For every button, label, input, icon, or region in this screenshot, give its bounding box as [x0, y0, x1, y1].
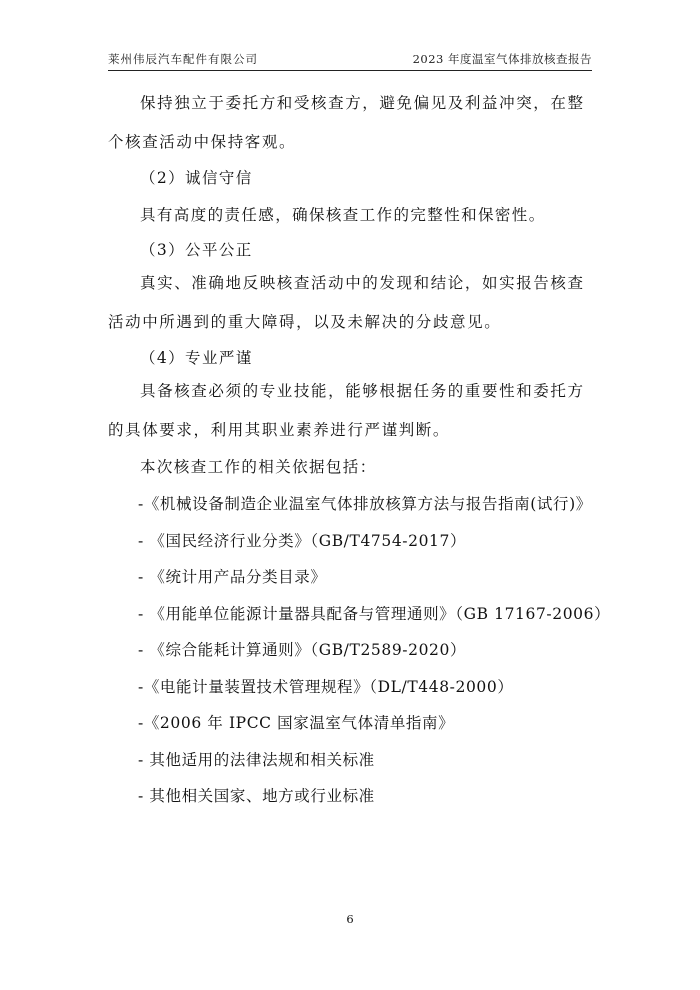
list-item: -《机械设备制造企业温室气体排放核算方法与报告指南(试行)》: [138, 495, 592, 513]
page-number: 6: [346, 912, 354, 926]
list-item: - 《用能单位能源计量器具配备与管理通则》（GB 17167-2006）: [138, 605, 611, 623]
header-report-title: 2023 年度温室气体排放核查报告: [412, 52, 592, 66]
list-item: - 《国民经济行业分类》（GB/T4754-2017）: [138, 532, 467, 550]
list-item: -《电能计量装置技术管理规程》（DL/T448-2000）: [138, 678, 514, 696]
list-item: - 其他适用的法律法规和相关标准: [138, 751, 375, 769]
list-item: -《2006 年 IPCC 国家温室气体清单指南》: [138, 714, 455, 732]
paragraph-independence: 保持独立于委托方和受核查方，避免偏见及利益冲突，在整个核查活动中保持客观。: [108, 94, 585, 151]
paragraph-professional: 具备核查必须的专业技能，能够根据任务的重要性和委托方的具体要求，利用其职业素养进行严谨判断。: [108, 382, 585, 439]
list-item: - 《统计用产品分类目录》: [138, 568, 327, 586]
paragraph-fairness: 真实、准确地反映核查活动中的发现和结论，如实报告核查活动中所遇到的重大障碍，以及未解决的分歧意见。: [108, 274, 585, 331]
list-item: - 其他相关国家、地方或行业标准: [138, 787, 375, 805]
basis-intro: 本次核查工作的相关依据包括：: [140, 458, 377, 476]
heading-integrity: （2）诚信守信: [140, 169, 253, 187]
header-company: 莱州伟辰汽车配件有限公司: [108, 52, 258, 66]
list-item: - 《综合能耗计算通则》（GB/T2589-2020）: [138, 641, 467, 659]
paragraph-integrity: 具有高度的责任感，确保核查工作的完整性和保密性。: [140, 206, 546, 224]
heading-professional: （4）专业严谨: [140, 349, 253, 367]
page-header: [108, 48, 592, 71]
heading-fairness: （3）公平公正: [140, 241, 253, 259]
